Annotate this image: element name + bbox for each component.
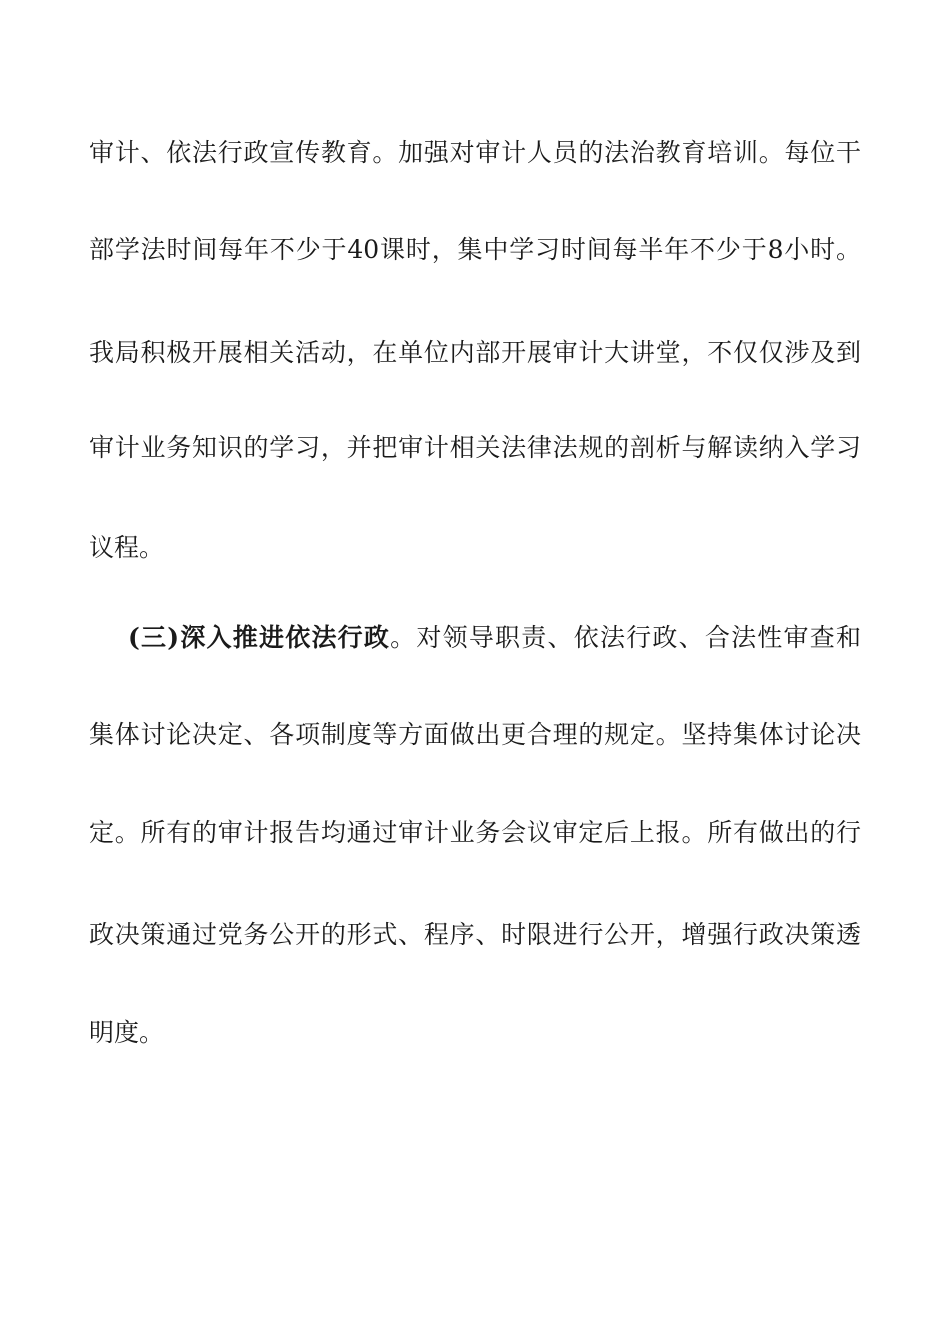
- paragraph-line: 明度。: [89, 1018, 165, 1047]
- paragraph-line: 审计业务知识的学习，并把审计相关法律法规的剖析与解读纳入学习: [89, 433, 861, 462]
- paragraph-line: 我局积极开展相关活动，在单位内部开展审计大讲堂，不仅仅涉及到: [89, 338, 861, 367]
- paragraph-line: 审计、依法行政宣传教育。加强对审计人员的法治教育培训。每位干: [89, 138, 861, 167]
- heading-punctuation: 。: [390, 623, 417, 652]
- paragraph-line-text: 对领导职责、依法行政、合法性审查和: [416, 623, 861, 652]
- paragraph-line: 部学法时间每年不少于40课时，集中学习时间每半年不少于8小时。: [89, 235, 861, 264]
- paragraph-line: 议程。: [89, 533, 165, 562]
- paragraph-line: 政决策通过党务公开的形式、程序、时限进行公开，增强行政决策透: [89, 920, 861, 949]
- paragraph-first-line: [128, 618, 861, 658]
- section-heading: (三)深入推进依法行政: [128, 623, 391, 652]
- paragraph-line: 定。所有的审计报告均通过审计业务会议审定后上报。所有做出的行: [89, 818, 861, 847]
- paragraph-line: 集体讨论决定、各项制度等方面做出更合理的规定。坚持集体讨论决: [89, 720, 861, 749]
